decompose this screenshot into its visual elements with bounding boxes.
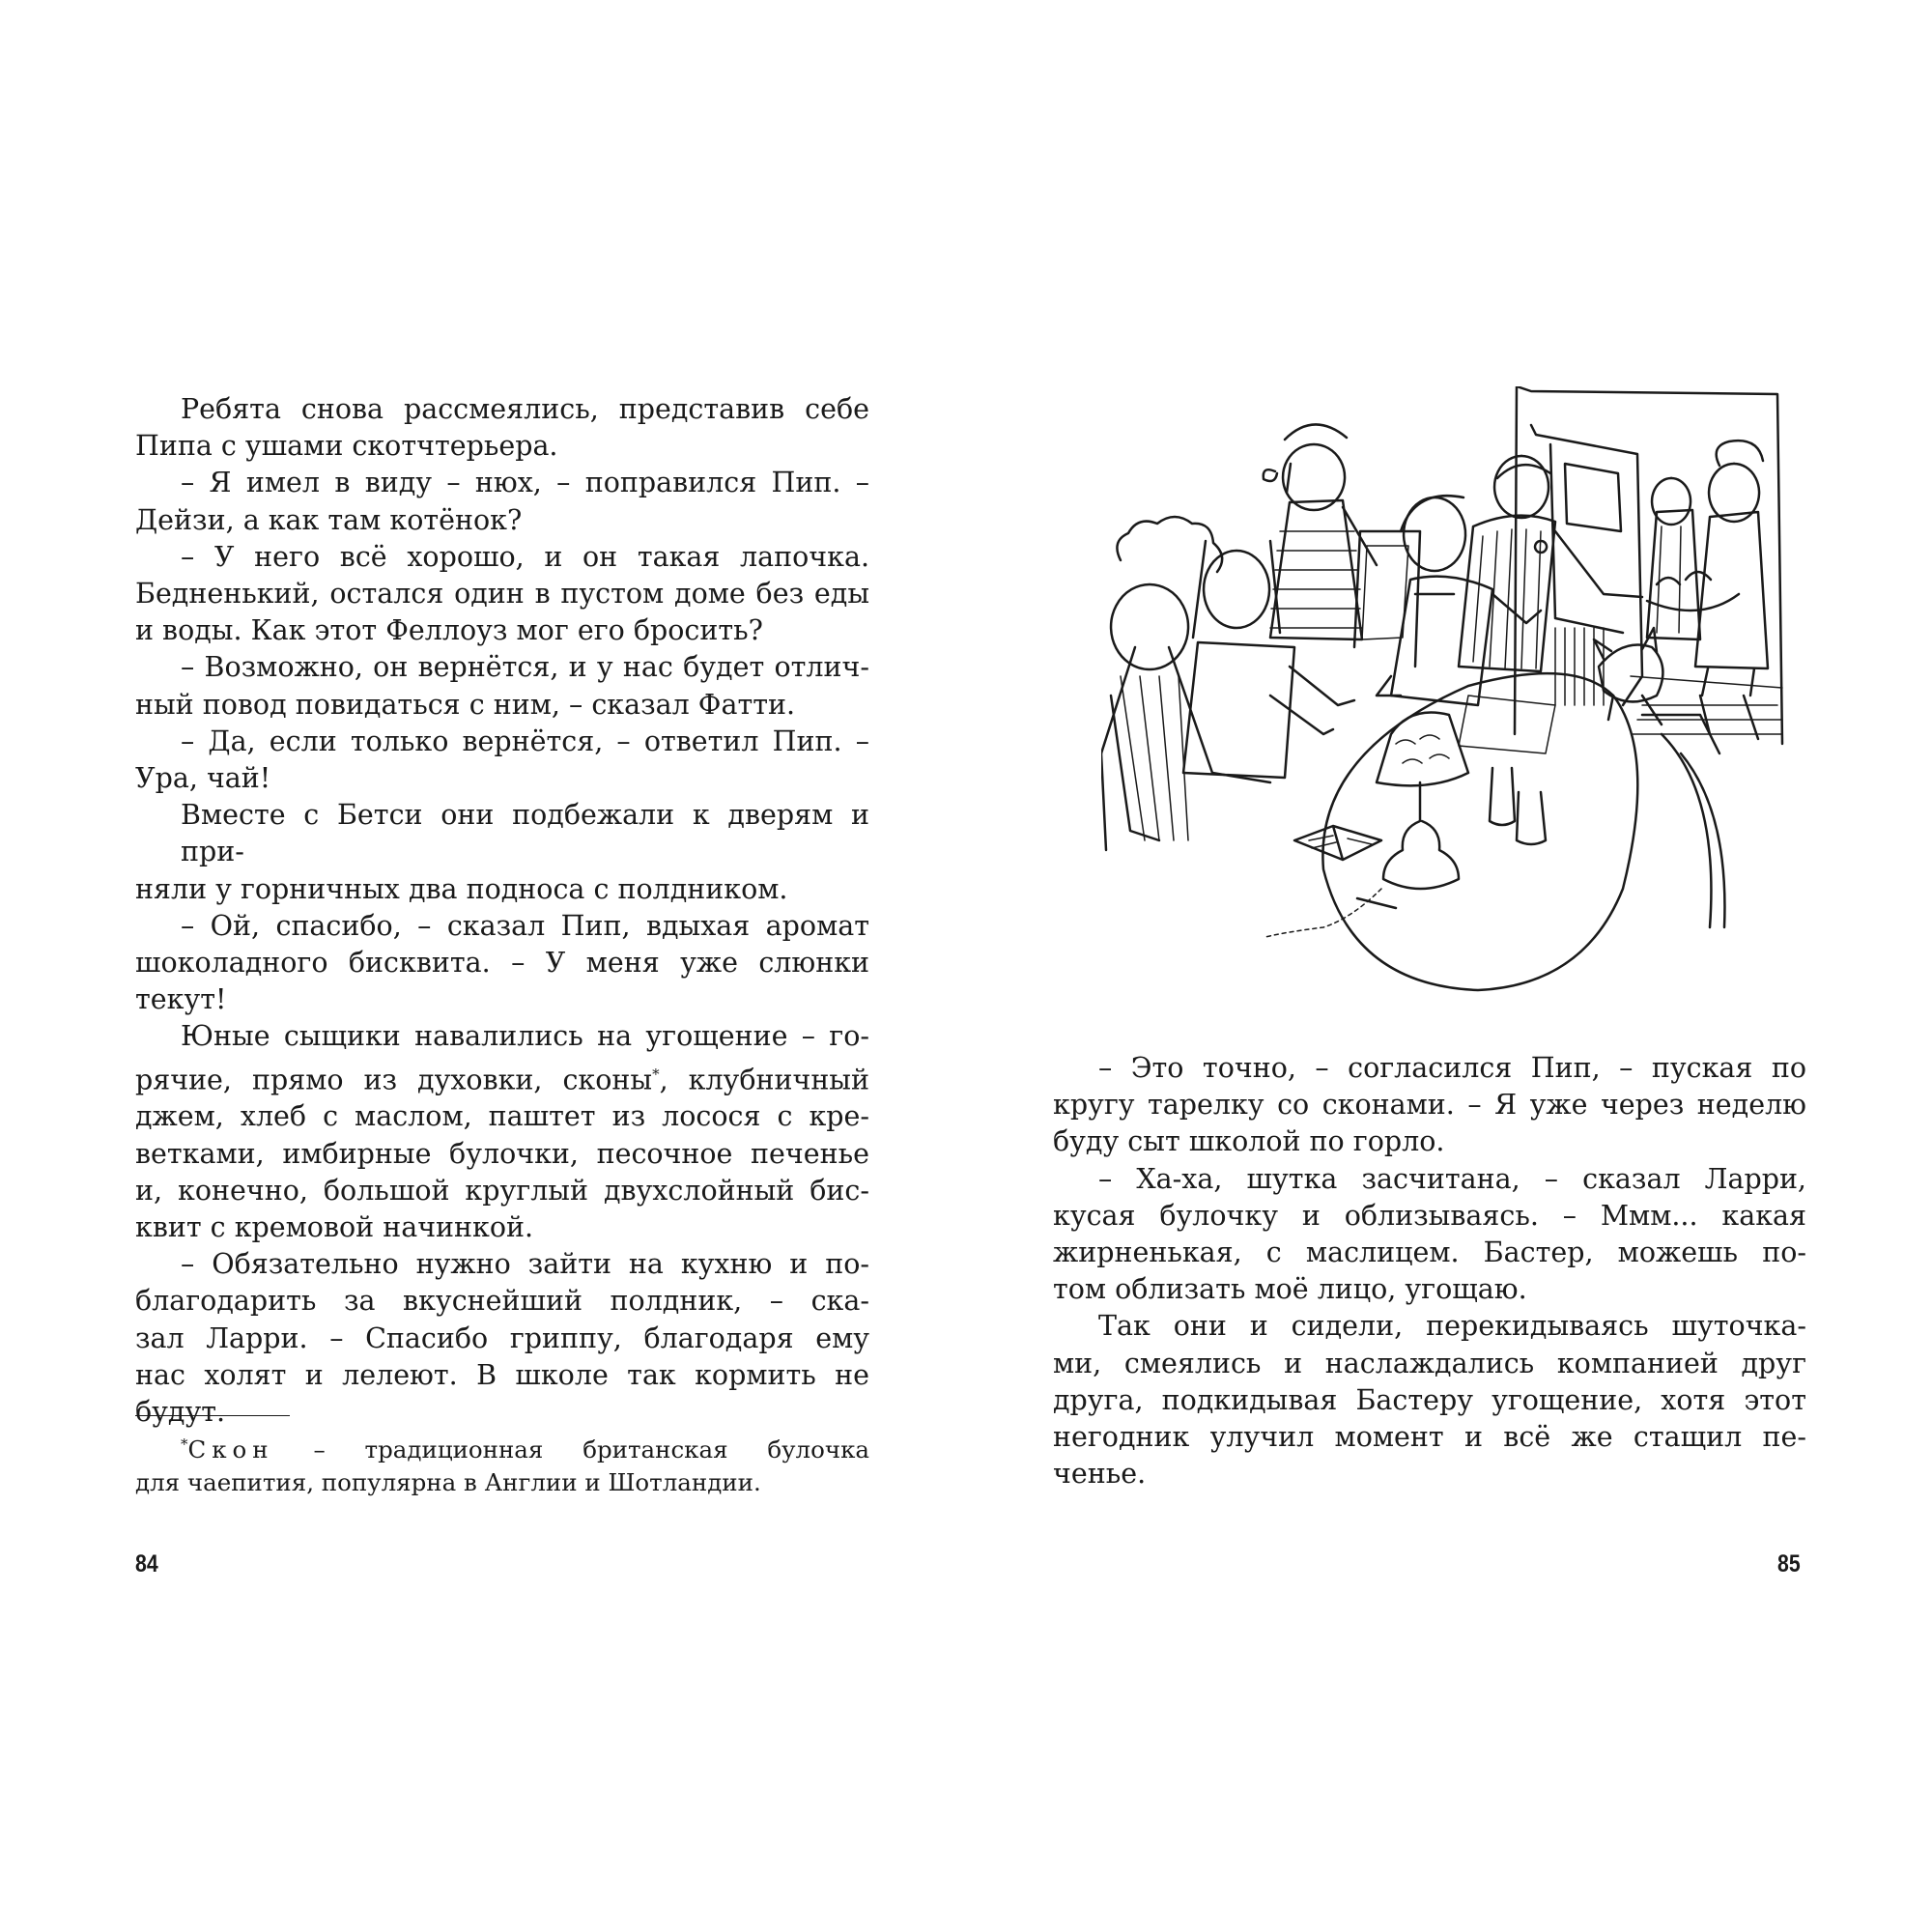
text-line: будут. [135,1395,226,1428]
text-line: – Ха-ха, шутка засчитана, – сказал Ларри, [1098,1162,1806,1195]
text-line: ный повод повидаться с ним, – сказал Фатти. [135,688,796,721]
text-line: том облизать моё лицо, угощаю. [1053,1273,1527,1306]
text-line: благодарить за вкуснейший полдник, – ска- [135,1285,869,1318]
footnote-divider [135,1415,290,1416]
paragraph [135,724,869,797]
text-line: – Да, если только вернётся, – ответил Пип. – [181,724,869,757]
text-line [135,1056,869,1099]
text-line: квит с кремовой начинкой. [135,1210,534,1243]
right-page-text [1053,1050,1806,1492]
text-line: кусая булочку и облизываясь. – Ммм... какая [1053,1199,1806,1232]
footnote-term: Скон [187,1435,274,1464]
chair [1354,531,1420,667]
text-line: – У него всё хорошо, и он такая лапочка. [181,540,869,573]
paragraph [135,797,869,908]
text-line: зал Ларри. – Спасибо гриппу, благодаря ему [135,1321,869,1354]
paragraph [135,391,869,465]
text-line: – Ой, спасибо, – сказал Пип, вдыхая аромат [181,909,869,942]
text-line: кругу тарелку со сконами. – Я уже через неделю [1053,1089,1806,1122]
footnote-line: для чаепития, популярна в Англии и Шотландии. [135,1468,761,1497]
text-line: шоколадного бисквита. – У меня уже слюнки [135,947,869,980]
page-number-left: 84 [135,1550,158,1577]
tea-party-illustration [1101,386,1816,1019]
tray [1647,572,1739,611]
left-page-text [135,391,869,1431]
text-line: друга, подкидывая Бастеру угощение, хотя этот [1053,1383,1806,1416]
text-line: жирненькая, с маслицем. Бастер, можешь по- [1053,1236,1806,1269]
text-line: и, конечно, большой круглый двухслойный бис- [135,1174,869,1207]
text-line: нас холят и лелеют. В школе так кормить не [135,1358,869,1391]
paragraph [135,908,869,1019]
paragraph [135,465,869,538]
text-line: – Я имел в виду – нюх, – поправился Пип. – [181,467,869,499]
footnote-line [135,1428,869,1466]
text-fragment: рячие, прямо из духовки, сконы [135,1064,653,1096]
boy-curly [1101,517,1270,850]
door-panel [1565,464,1621,531]
paragraph [1053,1050,1806,1161]
text-line: и воды. Как этот Феллоуз мог его бросить? [135,614,763,647]
open-book [1294,826,1396,908]
paragraph [135,1018,869,1246]
text-line: Ура, чай! [135,762,271,795]
page-number-right: 85 [1777,1550,1801,1577]
text-line: – Это точно, – согласился Пип, – пуская по [1098,1052,1806,1084]
text-line: – Возможно, он вернётся, и у нас будет отлич- [181,651,869,684]
text-line: Юные сыщики навалились на угощение – го- [181,1020,869,1053]
footnote-marker: * [652,1065,660,1083]
text-line: ветками, имбирные булочки, песочное печенье [135,1137,869,1170]
text-line: Дейзи, а как там котёнок? [135,503,523,536]
text-line: Так они и сидели, перекидываясь шуточка- [1098,1310,1806,1343]
girl-seated [1183,541,1354,778]
paragraph [1053,1161,1806,1309]
paragraph [135,539,869,650]
paragraph [135,1246,869,1431]
text-line: няли у горничных два подноса с полдником. [135,872,788,905]
glasses [1490,768,1546,844]
paragraph [135,649,869,723]
text-fragment: , клубничный [659,1064,869,1096]
text-line: Бедненький, остался один в пустом доме без еды [135,578,869,611]
text-line: Вместе с Бетси они подбежали к дверям и при- [181,799,869,868]
text-line: буду сыт школой по горло. [1053,1125,1445,1158]
text-line: ми, смеялись и наслаждались компанией друг [1053,1347,1806,1379]
maid-left [1647,478,1700,639]
maid-right [1695,440,1768,739]
text-line: ченье. [1053,1458,1147,1491]
round-table [1322,673,1637,990]
paragraph [1053,1308,1806,1492]
chair-right [1642,715,1724,927]
text-line: Пипа с ушами скотчтерьера. [135,430,558,463]
text-line: Ребята снова рассмеялись, представив себе [181,393,869,425]
footnote [135,1428,869,1499]
footnote-marker: * [181,1435,188,1453]
footnote-text: – традиционная британская булочка [273,1435,869,1464]
text-line: негодник улучил момент и всё же стащил пе- [1053,1421,1806,1454]
text-line: текут! [135,983,227,1016]
table-lamp [1265,713,1468,938]
text-line: джем, хлеб с маслом, паштет из лосося с кре- [135,1100,869,1133]
text-line: – Обязательно нужно зайти на кухню и по- [181,1248,869,1281]
